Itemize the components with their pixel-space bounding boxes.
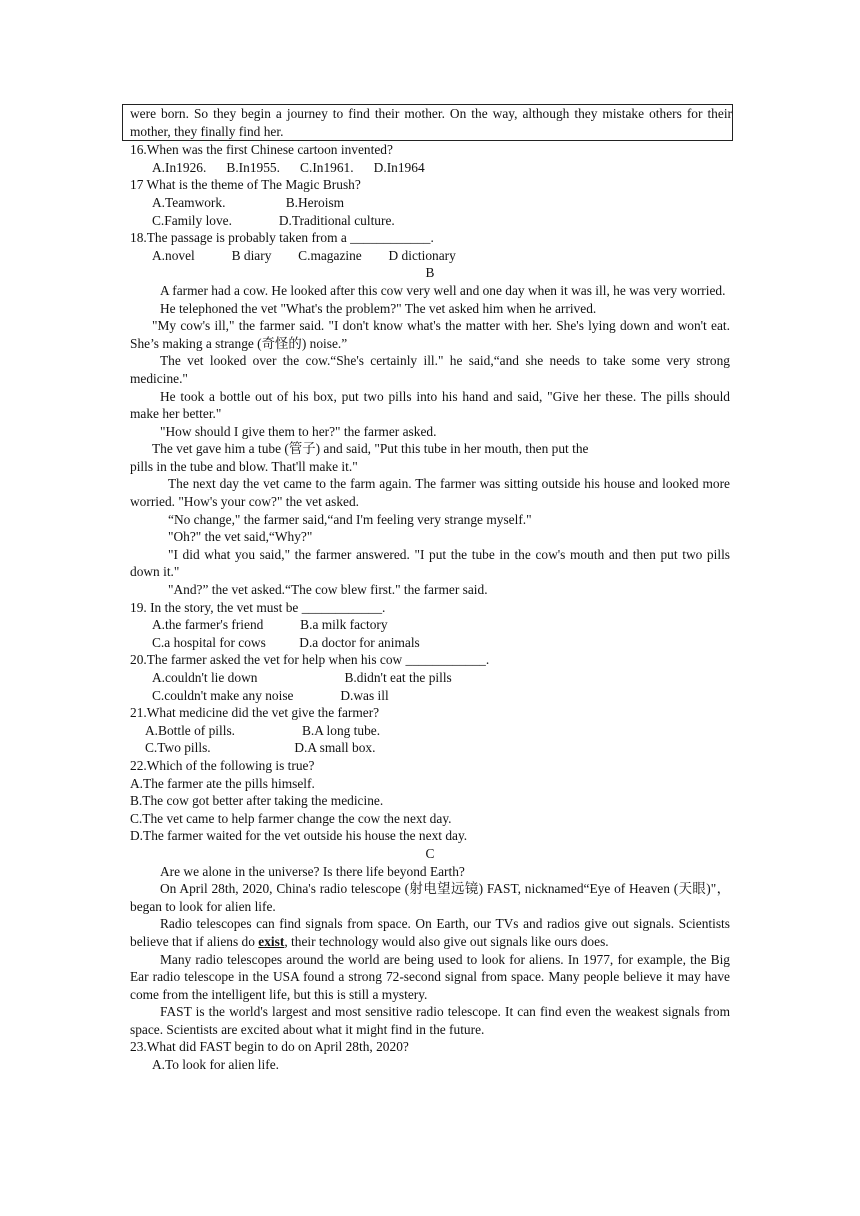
question-20-stem: 20.The farmer asked the vet for help when his cow ____________.	[130, 652, 490, 668]
question-23-stem: 23.What did FAST begin to do on April 28th, 2020?	[130, 1039, 409, 1055]
story-paragraph: He took a bottle out of his box, put two pills into his hand and said, "Give her these. The pills should make her better."	[130, 388, 730, 422]
passage-a-summary-text: were born. So they begin a journey to find their mother. On the way, although they mistake others for their mother, they finally find her.	[130, 106, 732, 139]
passage-c-text: Radio telescopes can find signals from space. On Earth, our TVs and radios give out signals. Scientists believe that if aliens do	[130, 916, 730, 949]
story-paragraph: "I did what you said," the farmer answered. "I put the tube in the cow's mouth and then put two pills down it."	[130, 546, 730, 580]
passage-c-paragraph: Are we alone in the universe? Is there life beyond Earth?	[160, 863, 465, 879]
keyword-exist: exist	[258, 933, 285, 949]
question-19-options-row1: A.the farmer's friend B.a milk factory	[152, 617, 388, 633]
story-paragraph: "Oh?" the vet said,“Why?"	[168, 529, 313, 545]
question-22-option-d: D.The farmer waited for the vet outside his house the next day.	[130, 828, 468, 844]
question-20-options-row2: C.couldn't make any noise D.was ill	[152, 687, 389, 703]
question-17-options-row1: A.Teamwork. B.Heroism	[152, 194, 345, 210]
worksheet-page	[130, 104, 730, 1074]
question-18-stem: 18.The passage is probably taken from a ____________.	[130, 230, 434, 246]
passage-c-paragraph: On April 28th, 2020, China's radio telescope (射电望远镜) FAST, nicknamed“Eye of Heaven (天眼)"，began to look for alien life.	[130, 881, 730, 914]
question-23-option-a: A.To look for alien life.	[152, 1057, 279, 1073]
story-paragraph: The vet looked over the cow.“She's certainly ill." he said,“and she needs to take some very strong medicine."	[130, 353, 730, 386]
question-19-stem: 19. In the story, the vet must be ____________.	[130, 599, 386, 615]
passage-a-summary-box	[122, 104, 733, 141]
story-paragraph: "My cow's ill," the farmer said. "I don't know what's the matter with her. She's lying down and won't eat. She’s making a strange (奇怪的) noise.”	[130, 318, 730, 351]
question-17-stem: 17 What is the theme of The Magic Brush?	[130, 177, 361, 193]
question-22-stem: 22.Which of the following is true?	[130, 757, 315, 773]
question-21-options-row1: A.Bottle of pills. B.A long tube.	[145, 722, 381, 738]
section-c-heading: C	[425, 845, 435, 861]
story-paragraph: He telephoned the vet "What's the problem?" The vet asked him when he arrived.	[160, 300, 597, 316]
passage-c-paragraph: FAST is the world's largest and most sensitive radio telescope. It can find even the weakest signals from space. Scientists are excited about what it might find in the future.	[130, 1004, 730, 1037]
story-paragraph: A farmer had a cow. He looked after this cow very well and one day when it was ill, he was very worried.	[160, 282, 726, 298]
question-22-option-c: C.The vet came to help farmer change the cow the next day.	[130, 810, 452, 826]
question-16-stem: 16.When was the first Chinese cartoon invented?	[130, 142, 393, 158]
story-paragraph: “No change," the farmer said,“and I'm feeling very strange myself."	[168, 511, 532, 527]
story-paragraph: The vet gave him a tube (管子) and said, "Put this tube in her mouth, then put the	[152, 441, 589, 457]
question-21-options-row2: C.Two pills. D.A small box.	[145, 740, 376, 756]
question-22-option-b: B.The cow got better after taking the medicine.	[130, 793, 384, 809]
question-18-options: A.novel B diary C.magazine D dictionary	[152, 247, 456, 263]
question-20-options-row1: A.couldn't lie down B.didn't eat the pills	[152, 670, 452, 685]
question-19-options-row2: C.a hospital for cows D.a doctor for animals	[152, 634, 420, 650]
story-paragraph: "And?” the vet asked.“The cow blew first." the farmer said.	[168, 582, 488, 598]
question-21-stem: 21.What medicine did the vet give the farmer?	[130, 705, 380, 721]
story-paragraph: The next day the vet came to the farm again. The farmer was sitting outside his house and looked more worried. "How's your cow?" the vet asked.	[130, 476, 730, 510]
question-16-options: A.In1926. B.In1955. C.In1961. D.In1964	[152, 159, 425, 175]
question-17-options-row2: C.Family love. D.Traditional culture.	[152, 212, 395, 228]
passage-c-paragraph: Many radio telescopes around the world are being used to look for aliens. In 1977, for example, the Big Ear radio telescope in the USA found a strong 72-second signal from space. Many people believe it may have come from the intelligent life, but this is still a mystery.	[130, 951, 730, 1002]
story-paragraph: "How should I give them to her?" the farmer asked.	[160, 423, 437, 439]
question-22-option-a: A.The farmer ate the pills himself.	[130, 775, 315, 791]
section-b-heading: B	[425, 265, 435, 281]
story-paragraph: pills in the tube and blow. That'll make it."	[130, 458, 358, 474]
passage-c-paragraph	[130, 915, 730, 950]
passage-c-text: , their technology would also give out signals like ours does.	[284, 933, 609, 949]
